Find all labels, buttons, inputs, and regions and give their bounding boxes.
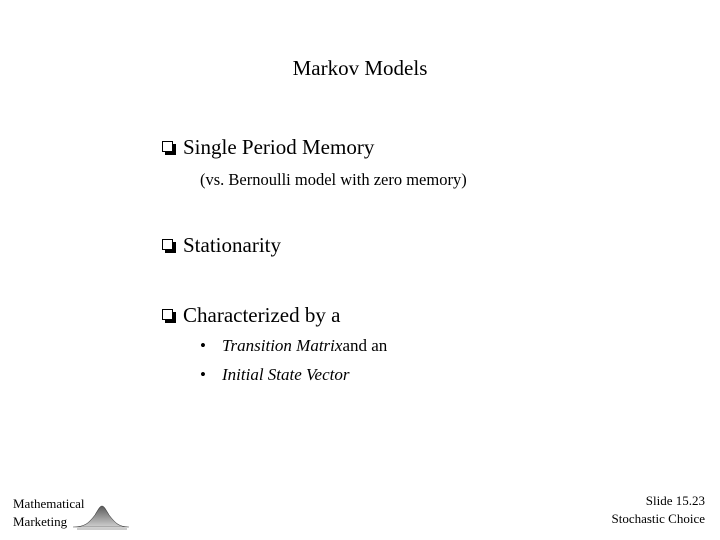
sub-bullet-dot: •	[200, 336, 206, 355]
checkbox-square-icon	[162, 239, 176, 253]
bullet-characterized-by	[162, 303, 340, 328]
slide-title	[0, 56, 720, 81]
mathematical-marketing-logo	[13, 495, 123, 531]
bullet-text: Single Period Memory	[183, 135, 375, 159]
bullet-single-period-memory	[162, 135, 374, 160]
bullet-text: Characterized by a	[183, 303, 341, 327]
checkbox-square-icon	[162, 309, 176, 323]
slide-footer	[611, 492, 705, 528]
sub-bullet-dot: •	[200, 365, 206, 384]
section-name: Stochastic Choice	[611, 511, 705, 526]
sub-item-transition-matrix	[200, 336, 387, 356]
slide-number: Slide 15.23	[645, 493, 705, 508]
logo-line-2: Marketing	[13, 514, 68, 529]
sub-item-initial-state-vector	[200, 365, 349, 385]
logo-text	[13, 495, 84, 531]
slide-title-text: Markov Models	[292, 56, 428, 80]
sub-item-italic: Initial State Vector	[222, 365, 350, 384]
logo-line-1: Mathematical	[13, 496, 85, 511]
bullet-note: (vs. Bernoulli model with zero memory)	[200, 170, 467, 189]
sub-item-italic: Transition Matrix	[222, 336, 343, 355]
bullet-text: Stationarity	[183, 233, 281, 257]
checkbox-square-icon	[162, 141, 176, 155]
bullet-stationarity	[162, 233, 281, 258]
sub-item-rest: and an	[342, 336, 388, 355]
